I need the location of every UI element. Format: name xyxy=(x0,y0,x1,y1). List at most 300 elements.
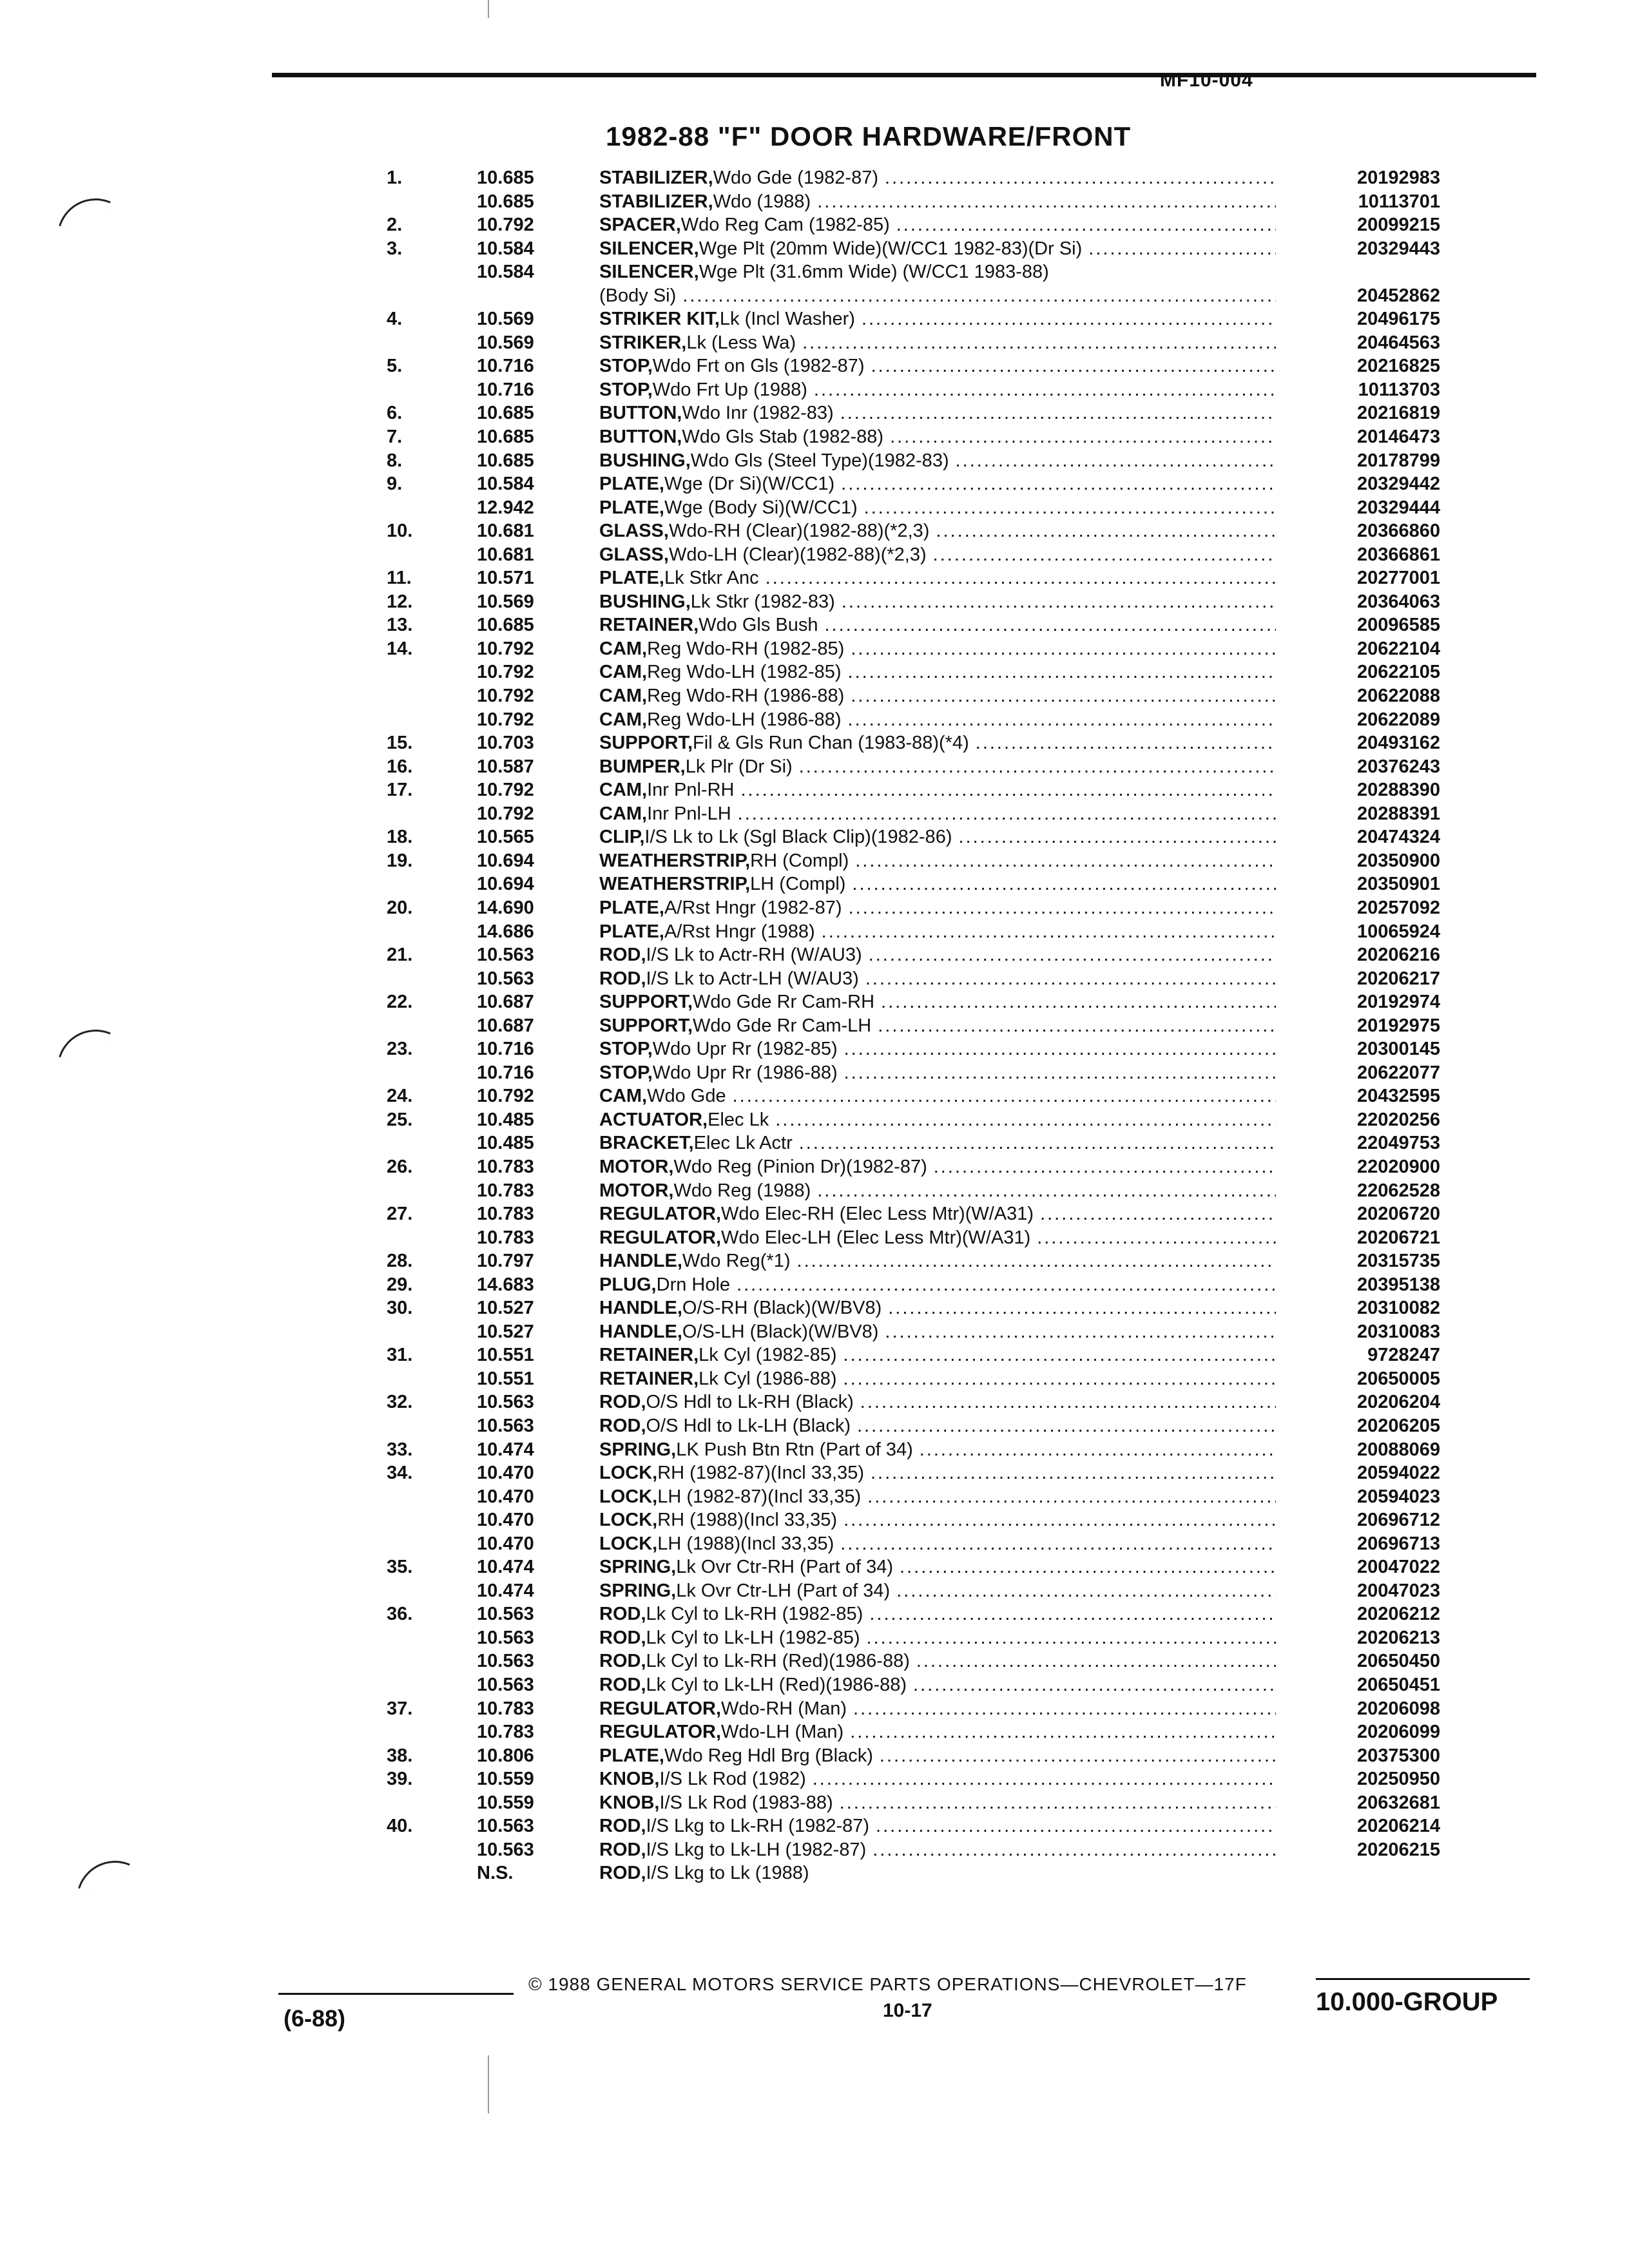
part-name: SUPPORT, xyxy=(599,1015,693,1036)
part-description xyxy=(599,708,1276,732)
group-number: 10.685 xyxy=(477,191,534,212)
dot-leader xyxy=(841,472,1276,496)
part-detail: Lk Cyl to Lk-RH (1982-85) xyxy=(646,1604,863,1625)
part-detail: I/S Lk to Actr-LH (W/AU3) xyxy=(646,968,859,989)
illustration-index: 24. xyxy=(387,1086,413,1107)
part-detail: I/S Lkg to Lk-LH (1982-87) xyxy=(646,1839,867,1860)
group-number: 10.584 xyxy=(477,474,534,495)
group-number: 10.783 xyxy=(477,1156,534,1177)
part-detail: Wdo-RH (Man) xyxy=(721,1698,847,1719)
part-number: 20146473 xyxy=(1356,427,1440,448)
part-name: SILENCER, xyxy=(599,262,699,283)
parts-row xyxy=(361,190,1456,214)
part-description xyxy=(599,378,1276,402)
parts-row xyxy=(361,778,1456,802)
part-number: 20696713 xyxy=(1356,1533,1440,1554)
dot-leader xyxy=(851,684,1276,708)
part-description xyxy=(599,802,1276,826)
part-number: 10065924 xyxy=(1356,921,1440,942)
dot-leader xyxy=(1040,1202,1276,1226)
part-detail: Inr Pnl-LH xyxy=(647,803,731,824)
group-number: 10.703 xyxy=(477,733,534,754)
group-number: 10.000-GROUP xyxy=(1316,1988,1498,2016)
part-name: PLATE, xyxy=(599,568,664,589)
revision-date: (6-88) xyxy=(284,2005,346,2032)
part-description xyxy=(599,660,1276,684)
part-name: ROD, xyxy=(599,1651,646,1672)
part-description xyxy=(599,590,1276,614)
part-detail: Wdo Frt Up (1988) xyxy=(652,379,807,400)
parts-row xyxy=(361,1343,1456,1367)
parts-row xyxy=(361,1673,1456,1697)
part-detail: Lk Stkr Anc xyxy=(664,568,759,589)
binder-hole-mark xyxy=(78,1850,130,1902)
part-name: ROD, xyxy=(599,1816,646,1837)
group-number: 10.716 xyxy=(477,356,534,377)
part-detail: Reg Wdo-LH (1986-88) xyxy=(647,709,842,730)
parts-row xyxy=(361,519,1456,543)
part-number: 20622088 xyxy=(1356,686,1440,707)
part-detail: Wdo-LH (Man) xyxy=(721,1722,844,1743)
part-description xyxy=(599,260,1276,284)
part-name: STRIKER KIT, xyxy=(599,309,720,330)
group-number: 10.559 xyxy=(477,1769,534,1790)
part-number: 22049753 xyxy=(1356,1133,1440,1154)
dot-leader xyxy=(848,660,1276,684)
group-number: 10.474 xyxy=(477,1557,534,1578)
group-number: 10.470 xyxy=(477,1486,534,1507)
group-number: 10.694 xyxy=(477,850,534,871)
part-description xyxy=(599,354,1276,378)
part-name: LOCK, xyxy=(599,1533,658,1554)
parts-row xyxy=(361,872,1456,896)
dot-leader xyxy=(872,1838,1276,1862)
parts-row xyxy=(361,1155,1456,1179)
group-number: 10.474 xyxy=(477,1439,534,1460)
dot-leader xyxy=(682,284,1276,308)
parts-row xyxy=(361,1084,1456,1108)
part-number: 20300145 xyxy=(1356,1039,1440,1060)
illustration-index: 25. xyxy=(387,1109,413,1130)
part-number: 20315735 xyxy=(1356,1251,1440,1272)
parts-row xyxy=(361,825,1456,849)
parts-row xyxy=(361,967,1456,991)
dot-leader xyxy=(885,1320,1276,1344)
part-number: 20257092 xyxy=(1356,897,1440,918)
part-description xyxy=(599,1438,1276,1462)
part-description xyxy=(599,967,1276,991)
part-detail: O/S Hdl to Lk-RH (Black) xyxy=(646,1392,854,1413)
part-detail: Wdo Gls Bush xyxy=(699,615,818,636)
parts-list xyxy=(361,166,1456,1885)
part-detail: Elec Lk xyxy=(708,1109,769,1130)
part-detail: LH (Compl) xyxy=(750,874,846,895)
illustration-index: 23. xyxy=(387,1039,413,1060)
part-detail: Lk Cyl to Lk-LH (1982-85) xyxy=(646,1627,860,1648)
dot-leader xyxy=(822,920,1276,944)
dot-leader xyxy=(888,1296,1276,1320)
illustration-index: 30. xyxy=(387,1298,413,1319)
part-description xyxy=(599,1767,1276,1791)
part-name: BUTTON, xyxy=(599,403,682,424)
part-name: BUTTON, xyxy=(599,427,682,448)
group-number: 10.551 xyxy=(477,1345,534,1366)
illustration-index: 39. xyxy=(387,1769,413,1790)
parts-row xyxy=(361,1555,1456,1579)
dot-leader xyxy=(813,1767,1276,1791)
part-description xyxy=(599,543,1276,567)
part-detail: Wdo Frt on Gls (1982-87) xyxy=(652,356,865,377)
dot-leader xyxy=(1037,1226,1276,1250)
illustration-index: 38. xyxy=(387,1745,413,1766)
parts-row xyxy=(361,1697,1456,1721)
part-number: 20622105 xyxy=(1356,662,1440,683)
dot-leader xyxy=(740,778,1276,802)
part-detail: Wdo Elec-RH (Elec Less Mtr)(W/A31) xyxy=(721,1204,1034,1225)
group-number: 10.563 xyxy=(477,945,534,966)
part-number: 20493162 xyxy=(1356,733,1440,754)
illustration-index: 13. xyxy=(387,615,413,636)
part-description xyxy=(599,1744,1276,1768)
group-number: 10.681 xyxy=(477,521,534,542)
dot-leader xyxy=(880,1744,1276,1768)
part-name: ROD, xyxy=(599,1863,646,1884)
dot-leader xyxy=(852,872,1276,896)
part-number: 20464563 xyxy=(1356,332,1440,353)
part-name: BUSHING, xyxy=(599,591,691,612)
part-name: SPACER, xyxy=(599,215,681,236)
part-name: RETAINER, xyxy=(599,615,699,636)
group-number: 10.584 xyxy=(477,262,534,283)
parts-row xyxy=(361,1273,1456,1297)
part-description xyxy=(599,401,1276,425)
part-name: STOP, xyxy=(599,1039,653,1060)
scan-artifact xyxy=(488,2055,489,2113)
parts-row xyxy=(361,1602,1456,1626)
dot-leader xyxy=(797,1249,1276,1273)
illustration-index: 35. xyxy=(387,1557,413,1578)
group-number: 10.551 xyxy=(477,1368,534,1389)
dot-leader xyxy=(848,708,1276,732)
illustration-index: 37. xyxy=(387,1698,413,1719)
illustration-index: 19. xyxy=(387,850,413,871)
part-number: 20366860 xyxy=(1356,521,1440,542)
group-number: 10.685 xyxy=(477,427,534,448)
parts-row xyxy=(361,1438,1456,1462)
part-number: 20096585 xyxy=(1356,615,1440,636)
part-number: 20216825 xyxy=(1356,356,1440,377)
group-number: 10.687 xyxy=(477,992,534,1013)
part-number: 20206720 xyxy=(1356,1204,1440,1225)
dot-leader xyxy=(900,1555,1276,1579)
part-number: 10113703 xyxy=(1358,379,1440,400)
parts-row xyxy=(361,1838,1456,1862)
part-description xyxy=(599,166,1276,190)
part-number: 20206205 xyxy=(1356,1415,1440,1436)
group-number: 12.942 xyxy=(477,497,534,518)
part-description xyxy=(599,1155,1276,1179)
group-number: 10.563 xyxy=(477,1604,534,1625)
group-number: 10.584 xyxy=(477,238,534,259)
illustration-index: 8. xyxy=(387,450,403,471)
part-number: 20650451 xyxy=(1356,1675,1440,1695)
group-number: 10.783 xyxy=(477,1698,534,1719)
parts-row xyxy=(361,1414,1456,1438)
dot-leader xyxy=(865,967,1276,991)
part-description xyxy=(599,1131,1276,1155)
parts-row xyxy=(361,1202,1456,1226)
dot-leader xyxy=(850,1720,1276,1744)
part-name: CAM, xyxy=(599,686,648,707)
part-name: REGULATOR, xyxy=(599,1204,722,1225)
dot-leader xyxy=(842,590,1276,614)
illustration-index: 15. xyxy=(387,733,413,754)
group-number: 10.681 xyxy=(477,544,534,565)
part-name: GLASS, xyxy=(599,521,669,542)
part-name: ROD, xyxy=(599,1675,646,1695)
footer-rule-left xyxy=(278,1993,514,1995)
illustration-index: 20. xyxy=(387,897,413,918)
part-description xyxy=(599,613,1276,637)
part-detail: Lk Cyl (1982-85) xyxy=(699,1345,837,1366)
group-number: 10.563 xyxy=(477,1675,534,1695)
part-name: SILENCER, xyxy=(599,238,699,259)
group-number: 10.792 xyxy=(477,215,534,236)
parts-row xyxy=(361,284,1456,308)
part-number: 20375300 xyxy=(1356,1745,1440,1766)
dot-leader xyxy=(956,449,1276,473)
part-number: 20395138 xyxy=(1356,1274,1440,1295)
part-name: CAM, xyxy=(599,1086,648,1107)
parts-row xyxy=(361,613,1456,637)
dot-leader xyxy=(851,637,1276,661)
part-name: BUSHING, xyxy=(599,450,691,471)
illustration-index: 18. xyxy=(387,827,413,848)
parts-row xyxy=(361,731,1456,755)
part-description xyxy=(599,1861,1276,1885)
part-description xyxy=(599,1084,1276,1108)
header-rule xyxy=(272,73,1536,77)
part-detail: Wdo Reg Cam (1982-85) xyxy=(680,215,890,236)
part-detail: A/Rst Hngr (1982-87) xyxy=(664,897,842,918)
illustration-index: 33. xyxy=(387,1439,413,1460)
group-number: 10.527 xyxy=(477,1321,534,1342)
part-number: 20696712 xyxy=(1356,1510,1440,1531)
part-description xyxy=(599,1838,1276,1862)
part-detail: Wdo Gde (1982-87) xyxy=(713,168,878,188)
part-number: 20047023 xyxy=(1356,1580,1440,1601)
part-number: 22020900 xyxy=(1356,1156,1440,1177)
part-description xyxy=(599,1367,1276,1391)
illustration-index: 1. xyxy=(387,168,403,188)
part-detail: Wdo Gls Stab (1982-88) xyxy=(682,427,884,448)
part-description xyxy=(599,1720,1276,1744)
footer-rule-right xyxy=(1316,1978,1530,1980)
part-description xyxy=(599,1390,1276,1414)
part-detail: Lk Ovr Ctr-RH (Part of 34) xyxy=(676,1557,894,1578)
part-detail: Wge Plt (31.6mm Wide) (W/CC1 1983-88) xyxy=(699,262,1049,283)
part-description xyxy=(599,755,1276,779)
part-number: 20206099 xyxy=(1356,1722,1440,1743)
part-number: 22020256 xyxy=(1356,1109,1440,1130)
part-detail: Reg Wdo-LH (1982-85) xyxy=(647,662,842,683)
parts-row xyxy=(361,237,1456,261)
part-number: 20192983 xyxy=(1356,168,1440,188)
part-number: 20206212 xyxy=(1356,1604,1440,1625)
parts-row xyxy=(361,849,1456,873)
part-detail: Wdo Upr Rr (1982-85) xyxy=(652,1039,838,1060)
part-detail: I/S Lk to Actr-RH (W/AU3) xyxy=(646,945,862,966)
part-detail: RH (1982-87)(Incl 33,35) xyxy=(657,1463,864,1484)
dot-leader xyxy=(840,1532,1276,1556)
part-detail: O/S-RH (Black)(W/BV8) xyxy=(682,1298,882,1319)
part-description xyxy=(599,1037,1276,1061)
illustration-index: 31. xyxy=(387,1345,413,1366)
part-description xyxy=(599,1485,1276,1509)
part-detail: Wdo-LH (Clear)(1982-88)(*2,3) xyxy=(668,544,927,565)
part-name: RETAINER, xyxy=(599,1345,699,1366)
parts-row xyxy=(361,1532,1456,1556)
part-number: 20206214 xyxy=(1356,1816,1440,1837)
dot-leader xyxy=(860,1390,1276,1414)
illustration-index: 10. xyxy=(387,521,413,542)
part-detail: Wdo Elec-LH (Elec Less Mtr)(W/A31) xyxy=(721,1227,1031,1248)
part-description xyxy=(599,472,1276,496)
part-description xyxy=(599,1461,1276,1485)
part-name: REGULATOR, xyxy=(599,1698,722,1719)
part-description xyxy=(599,237,1276,261)
group-number: N.S. xyxy=(477,1863,514,1884)
dot-leader xyxy=(855,849,1276,873)
part-detail: Wdo-RH (Clear)(1982-88)(*2,3) xyxy=(668,521,930,542)
illustration-index: 26. xyxy=(387,1156,413,1177)
dot-leader xyxy=(799,1131,1276,1155)
illustration-index: 2. xyxy=(387,215,403,236)
part-detail: Lk Plr (Dr Si) xyxy=(685,756,793,777)
parts-row xyxy=(361,1649,1456,1673)
part-description xyxy=(599,1061,1276,1085)
part-number: 20622104 xyxy=(1356,638,1440,659)
group-number: 10.792 xyxy=(477,686,534,707)
parts-row xyxy=(361,260,1456,284)
parts-row xyxy=(361,378,1456,402)
group-number: 10.563 xyxy=(477,1839,534,1860)
scan-artifact xyxy=(488,0,489,18)
part-name: ROD, xyxy=(599,1604,646,1625)
parts-row xyxy=(361,566,1456,590)
part-detail: Lk Ovr Ctr-LH (Part of 34) xyxy=(676,1580,891,1601)
part-description xyxy=(599,213,1276,237)
parts-row xyxy=(361,331,1456,355)
group-number: 10.716 xyxy=(477,379,534,400)
group-number: 10.687 xyxy=(477,1015,534,1036)
dot-leader xyxy=(853,1697,1276,1721)
illustration-index: 32. xyxy=(387,1392,413,1413)
dot-leader xyxy=(876,1814,1276,1838)
part-number: 20650005 xyxy=(1356,1368,1440,1389)
page-code: MF10-004 xyxy=(1160,70,1253,91)
part-name: PLATE, xyxy=(599,897,664,918)
part-name: ROD, xyxy=(599,1627,646,1648)
part-number: 20364063 xyxy=(1356,591,1440,612)
dot-leader xyxy=(775,1108,1276,1132)
group-number: 10.527 xyxy=(477,1298,534,1319)
part-name: STOP, xyxy=(599,379,653,400)
part-number: 20474324 xyxy=(1356,827,1440,848)
parts-row xyxy=(361,1720,1456,1744)
part-number: 20288390 xyxy=(1356,780,1440,801)
part-description xyxy=(599,637,1276,661)
part-name: HANDLE, xyxy=(599,1298,682,1319)
part-description xyxy=(599,990,1276,1014)
parts-row xyxy=(361,166,1456,190)
part-number: 20250950 xyxy=(1356,1769,1440,1790)
part-detail: RH (Compl) xyxy=(750,850,849,871)
part-description xyxy=(599,1697,1276,1721)
group-number: 10.694 xyxy=(477,874,534,895)
dot-leader xyxy=(934,1155,1276,1179)
part-name: STABILIZER, xyxy=(599,168,713,188)
parts-row xyxy=(361,802,1456,826)
dot-leader xyxy=(958,825,1276,849)
part-number: 20622077 xyxy=(1356,1062,1440,1083)
part-description xyxy=(599,849,1276,873)
dot-leader xyxy=(862,307,1276,331)
part-description xyxy=(599,1296,1276,1320)
part-detail: Lk Cyl to Lk-RH (Red)(1986-88) xyxy=(646,1651,910,1672)
parts-row xyxy=(361,1791,1456,1815)
part-name: CAM, xyxy=(599,803,648,824)
dot-leader xyxy=(896,1579,1276,1603)
part-detail: Lk Cyl to Lk-LH (Red)(1986-88) xyxy=(646,1675,907,1695)
part-number: 20310082 xyxy=(1356,1298,1440,1319)
dot-leader xyxy=(869,1602,1276,1626)
part-name: RETAINER, xyxy=(599,1368,699,1389)
part-detail: Wdo (1988) xyxy=(713,191,811,212)
part-number: 20216819 xyxy=(1356,403,1440,424)
part-detail: Lk Stkr (1982-83) xyxy=(690,591,835,612)
part-description xyxy=(599,778,1276,802)
part-description xyxy=(599,1673,1276,1697)
parts-row xyxy=(361,755,1456,779)
parts-row xyxy=(361,472,1456,496)
group-number: 10.783 xyxy=(477,1227,534,1248)
dot-leader xyxy=(896,213,1276,237)
part-name: CLIP, xyxy=(599,827,645,848)
part-detail: Lk (Less Wa) xyxy=(686,332,796,353)
part-name: BRACKET, xyxy=(599,1133,694,1154)
group-number: 10.716 xyxy=(477,1039,534,1060)
part-name: HANDLE, xyxy=(599,1321,682,1342)
dot-leader xyxy=(1088,237,1276,261)
part-number: 20206721 xyxy=(1356,1227,1440,1248)
part-name: PLATE, xyxy=(599,474,664,495)
illustration-index: 36. xyxy=(387,1604,413,1625)
part-description xyxy=(599,425,1276,449)
part-name: STRIKER, xyxy=(599,332,687,353)
parts-row xyxy=(361,543,1456,567)
parts-row xyxy=(361,1296,1456,1320)
part-name: STABILIZER, xyxy=(599,191,713,212)
dot-leader xyxy=(867,1626,1276,1650)
part-name: ROD, xyxy=(599,1839,646,1860)
parts-row xyxy=(361,307,1456,331)
part-description xyxy=(599,1602,1276,1626)
dot-leader xyxy=(824,613,1276,637)
illustration-index: 5. xyxy=(387,356,403,377)
illustration-index: 16. xyxy=(387,756,413,777)
part-name: LOCK, xyxy=(599,1486,658,1507)
